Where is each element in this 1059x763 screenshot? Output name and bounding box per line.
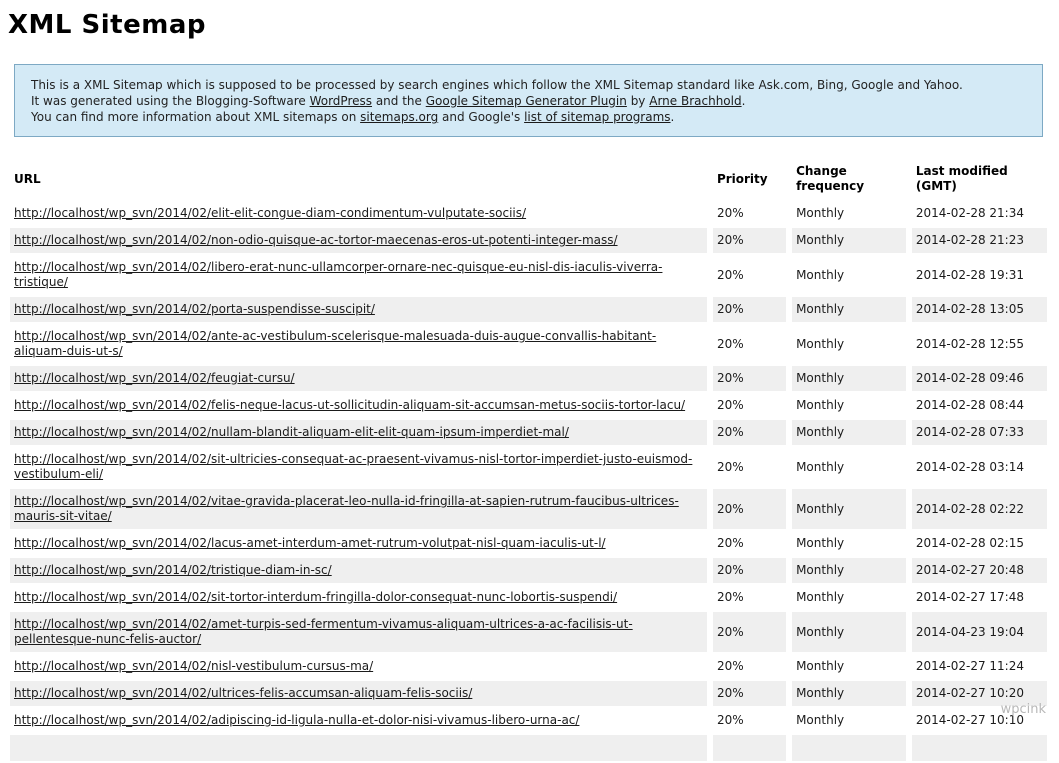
table-row xyxy=(10,558,1047,583)
priority-cell: 20% xyxy=(713,447,786,487)
sitemap-url-link[interactable]: http://localhost/wp_svn/2014/02/non-odio-quisque-ac-tortor-maecenas-eros-ut-potenti-integer-mass/ xyxy=(14,233,618,247)
url-cell xyxy=(10,393,707,418)
last-modified-cell: 2014-02-28 21:23 xyxy=(912,228,1047,253)
table-row xyxy=(10,366,1047,391)
priority-cell: 20% xyxy=(713,558,786,583)
frequency-cell: Monthly xyxy=(792,393,906,418)
table-header-row xyxy=(10,159,1047,199)
intro-text: You can find more information about XML sitemaps on xyxy=(31,110,361,124)
priority-cell: 20% xyxy=(713,255,786,295)
url-cell xyxy=(10,297,707,322)
priority-cell: 20% xyxy=(713,708,786,733)
frequency-cell: Monthly xyxy=(792,558,906,583)
priority-cell: 20% xyxy=(713,531,786,556)
sitemap-url-link[interactable]: http://localhost/wp_svn/2014/02/nisl-vestibulum-cursus-ma/ xyxy=(14,659,374,673)
url-cell xyxy=(10,735,707,761)
last-modified-cell xyxy=(912,735,1047,761)
intro-line-2 xyxy=(31,93,1026,109)
sitemap-url-link[interactable]: http://localhost/wp_svn/2014/02/elit-elit-congue-diam-condimentum-vulputate-sociis/ xyxy=(14,206,527,220)
frequency-cell: Monthly xyxy=(792,366,906,391)
table-row xyxy=(10,201,1047,226)
intro-text: . xyxy=(741,94,746,108)
column-header-last-modified: Last modified (GMT) xyxy=(915,164,1008,193)
table-row xyxy=(10,612,1047,652)
priority-cell xyxy=(713,735,786,761)
priority-cell: 20% xyxy=(713,297,786,322)
table-row xyxy=(10,393,1047,418)
frequency-cell: Monthly xyxy=(792,681,906,706)
last-modified-cell: 2014-02-27 10:20 xyxy=(912,681,1047,706)
frequency-cell: Monthly xyxy=(792,708,906,733)
last-modified-cell: 2014-02-28 09:46 xyxy=(912,366,1047,391)
sitemap-url-link[interactable]: http://localhost/wp_svn/2014/02/feugiat-cursu/ xyxy=(14,371,295,385)
url-cell xyxy=(10,654,707,679)
url-cell xyxy=(10,585,707,610)
intro-text: . xyxy=(670,110,675,124)
last-modified-cell: 2014-02-28 13:05 xyxy=(912,297,1047,322)
sitemap-url-link[interactable]: http://localhost/wp_svn/2014/02/tristique-diam-in-sc/ xyxy=(14,563,332,577)
url-cell xyxy=(10,681,707,706)
frequency-cell: Monthly xyxy=(792,612,906,652)
sitemap-url-link[interactable]: http://localhost/wp_svn/2014/02/ante-ac-vestibulum-scelerisque-malesuada-duis-augue-convallis-habitant-aliquam-duis-ut-s/ xyxy=(14,329,657,358)
sitemap-programs-link[interactable]: list of sitemap programs xyxy=(524,110,671,124)
intro-line-1 xyxy=(31,77,1026,93)
last-modified-cell: 2014-02-27 17:48 xyxy=(912,585,1047,610)
sitemap-url-link[interactable]: http://localhost/wp_svn/2014/02/felis-neque-lacus-ut-sollicitudin-aliquam-sit-accumsan-metus-sociis-tortor-lacu/ xyxy=(14,398,686,412)
column-header-url: URL xyxy=(14,171,41,186)
url-cell xyxy=(10,447,707,487)
sitemap-url-link[interactable]: http://localhost/wp_svn/2014/02/lacus-amet-interdum-amet-rutrum-volutpat-nisl-quam-iaculis-ut-l/ xyxy=(14,536,606,550)
url-cell xyxy=(10,558,707,583)
table-row xyxy=(10,681,1047,706)
frequency-cell: Monthly xyxy=(792,297,906,322)
intro-box xyxy=(14,64,1043,137)
priority-cell: 20% xyxy=(713,393,786,418)
url-cell xyxy=(10,708,707,733)
last-modified-cell: 2014-02-28 07:33 xyxy=(912,420,1047,445)
table-row-partial xyxy=(10,735,1047,761)
intro-text: This is a XML Sitemap which is supposed to be processed by search engines which follow the XML Sitemap standard like Ask.com, Bing, Google and Yahoo. xyxy=(31,78,963,92)
last-modified-cell: 2014-02-28 19:31 xyxy=(912,255,1047,295)
last-modified-cell: 2014-02-27 10:10 xyxy=(912,708,1047,733)
url-cell xyxy=(10,531,707,556)
table-row xyxy=(10,654,1047,679)
url-cell xyxy=(10,324,707,364)
table-row xyxy=(10,420,1047,445)
url-cell xyxy=(10,228,707,253)
column-header-priority: Priority xyxy=(716,171,768,186)
priority-cell: 20% xyxy=(713,654,786,679)
sitemap-table xyxy=(4,157,1053,763)
sitemap-url-link[interactable]: http://localhost/wp_svn/2014/02/ultrices-felis-accumsan-aliquam-felis-sociis/ xyxy=(14,686,473,700)
table-row xyxy=(10,489,1047,529)
table-row xyxy=(10,255,1047,295)
intro-text: and the xyxy=(372,94,426,108)
priority-cell: 20% xyxy=(713,420,786,445)
priority-cell: 20% xyxy=(713,612,786,652)
priority-cell: 20% xyxy=(713,489,786,529)
table-row xyxy=(10,531,1047,556)
wordpress-link[interactable]: WordPress xyxy=(309,94,373,108)
sitemap-url-link[interactable]: http://localhost/wp_svn/2014/02/nullam-blandit-aliquam-elit-elit-quam-ipsum-imperdiet-mal/ xyxy=(14,425,569,439)
column-header-change-frequency: Change frequency xyxy=(796,164,865,193)
frequency-cell: Monthly xyxy=(792,489,906,529)
priority-cell: 20% xyxy=(713,324,786,364)
frequency-cell: Monthly xyxy=(792,420,906,445)
frequency-cell: Monthly xyxy=(792,654,906,679)
author-link[interactable]: Arne Brachhold xyxy=(649,94,742,108)
sitemap-url-link[interactable]: http://localhost/wp_svn/2014/02/sit-tortor-interdum-fringilla-dolor-consequat-nunc-lobortis-suspendi/ xyxy=(14,590,618,604)
frequency-cell: Monthly xyxy=(792,255,906,295)
last-modified-cell: 2014-02-28 21:34 xyxy=(912,201,1047,226)
url-cell xyxy=(10,420,707,445)
url-cell xyxy=(10,201,707,226)
frequency-cell xyxy=(792,735,906,761)
frequency-cell: Monthly xyxy=(792,201,906,226)
priority-cell: 20% xyxy=(713,201,786,226)
priority-cell: 20% xyxy=(713,585,786,610)
frequency-cell: Monthly xyxy=(792,324,906,364)
intro-text: It was generated using the Blogging-Software xyxy=(31,94,310,108)
last-modified-cell: 2014-02-28 03:14 xyxy=(912,447,1047,487)
table-row xyxy=(10,297,1047,322)
intro-text: by xyxy=(626,94,650,108)
intro-line-3 xyxy=(31,109,1026,125)
last-modified-cell: 2014-02-28 08:44 xyxy=(912,393,1047,418)
frequency-cell: Monthly xyxy=(792,531,906,556)
table-row xyxy=(10,447,1047,487)
sitemap-plugin-link[interactable]: Google Sitemap Generator Plugin xyxy=(425,94,627,108)
frequency-cell: Monthly xyxy=(792,585,906,610)
sitemap-url-link[interactable]: http://localhost/wp_svn/2014/02/vitae-gravida-placerat-leo-nulla-id-fringilla-at-sapien-rutrum-faucibus-ultrices-mauris-sit-vitae/ xyxy=(14,494,679,523)
last-modified-cell: 2014-02-28 02:22 xyxy=(912,489,1047,529)
table-row xyxy=(10,228,1047,253)
url-cell xyxy=(10,489,707,529)
frequency-cell: Monthly xyxy=(792,447,906,487)
sitemap-url-link[interactable]: http://localhost/wp_svn/2014/02/amet-turpis-sed-fermentum-vivamus-aliquam-ultrices-a-ac-facilisis-ut-pellentesque-nunc-felis-auctor/ xyxy=(14,617,633,646)
url-cell xyxy=(10,612,707,652)
priority-cell: 20% xyxy=(713,366,786,391)
frequency-cell: Monthly xyxy=(792,228,906,253)
last-modified-cell: 2014-02-27 20:48 xyxy=(912,558,1047,583)
last-modified-cell: 2014-02-27 11:24 xyxy=(912,654,1047,679)
priority-cell: 20% xyxy=(713,228,786,253)
last-modified-cell: 2014-02-28 12:55 xyxy=(912,324,1047,364)
sitemap-url-link[interactable]: http://localhost/wp_svn/2014/02/sit-ultricies-consequat-ac-praesent-vivamus-nisl-tortor-imperdiet-justo-euismod-vestibulum-eli/ xyxy=(14,452,693,481)
table-row xyxy=(10,324,1047,364)
page-title: XML Sitemap xyxy=(8,10,206,40)
sitemap-url-link[interactable]: http://localhost/wp_svn/2014/02/adipiscing-id-ligula-nulla-et-dolor-nisi-vivamus-libero-urna-ac/ xyxy=(14,713,580,727)
url-cell xyxy=(10,366,707,391)
last-modified-cell: 2014-04-23 19:04 xyxy=(912,612,1047,652)
watermark: wpcink xyxy=(1000,702,1046,717)
table-row xyxy=(10,585,1047,610)
sitemap-url-link[interactable]: http://localhost/wp_svn/2014/02/porta-suspendisse-suscipit/ xyxy=(14,302,375,316)
intro-text: and Google's xyxy=(438,110,525,124)
sitemap-url-link[interactable]: http://localhost/wp_svn/2014/02/libero-erat-nunc-ullamcorper-ornare-nec-quisque-eu-nisl-dis-iaculis-viverra-tristique/ xyxy=(14,260,663,289)
last-modified-cell: 2014-02-28 02:15 xyxy=(912,531,1047,556)
priority-cell: 20% xyxy=(713,681,786,706)
table-row xyxy=(10,708,1047,733)
sitemaps-org-link[interactable]: sitemaps.org xyxy=(360,110,439,124)
url-cell xyxy=(10,255,707,295)
